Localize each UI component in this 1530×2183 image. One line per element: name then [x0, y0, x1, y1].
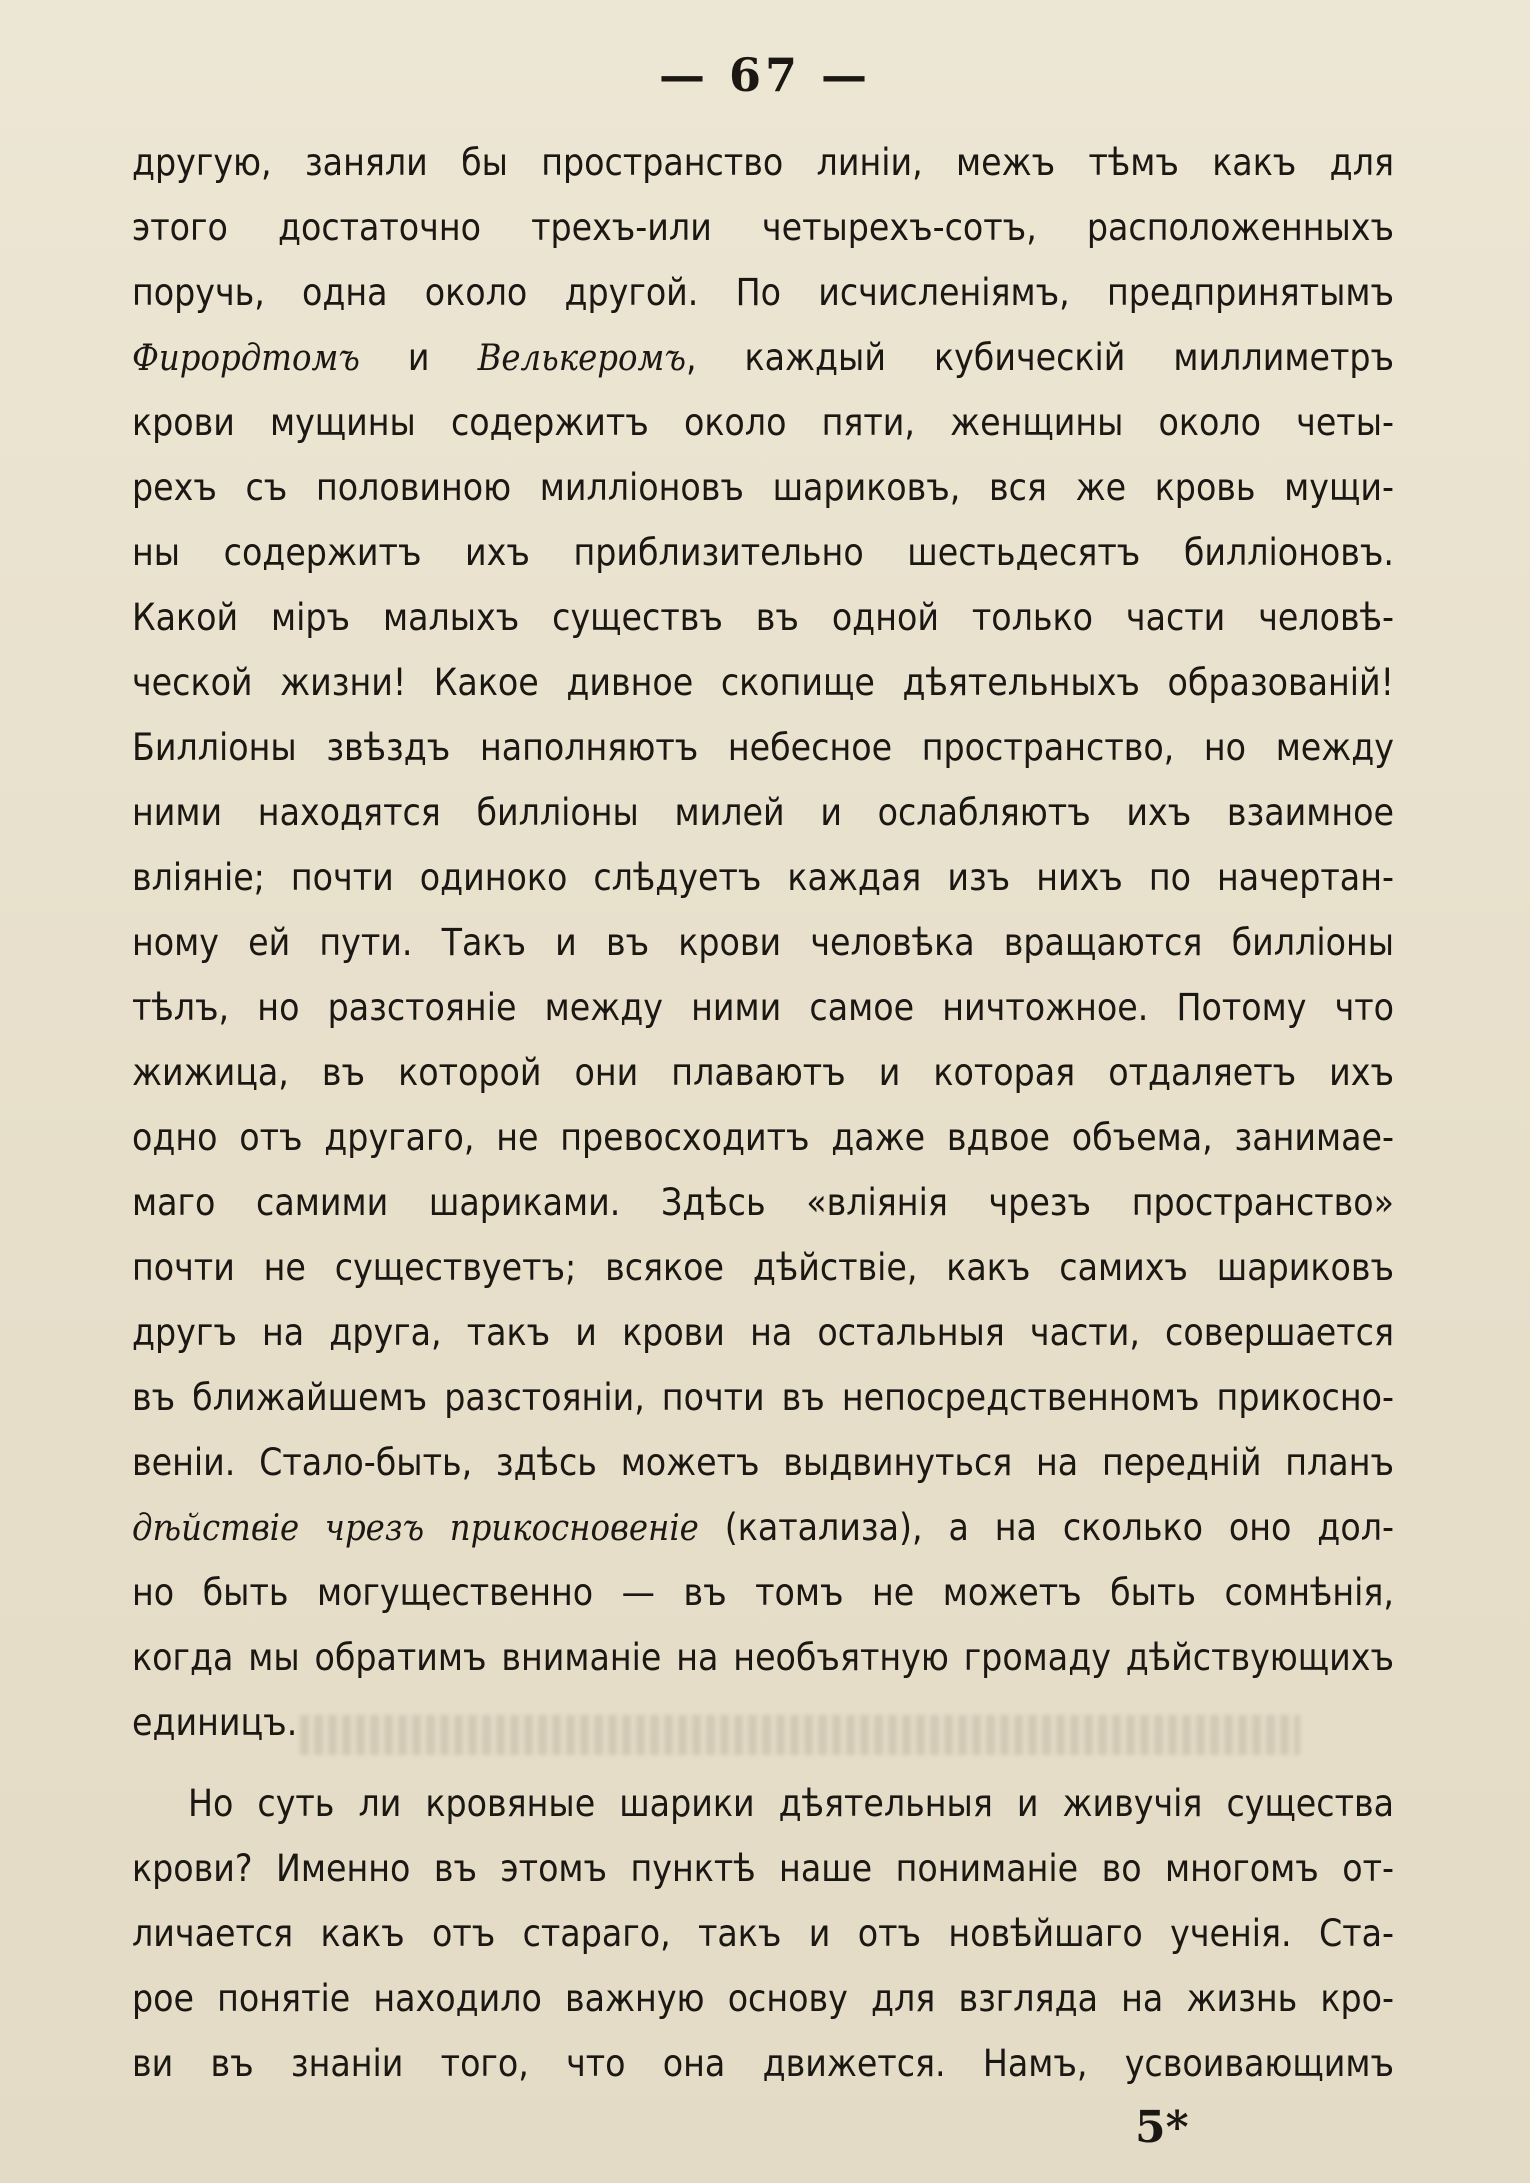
text-line: въ ближайшемъ разстояніи, почти въ непосредственномъ прикосно-: [132, 1376, 1394, 1419]
text-line: вліяніе; почти одиноко слѣдуетъ каждая изъ нихъ по начертан-: [132, 856, 1394, 899]
signature-mark: 5*: [1135, 2102, 1189, 2153]
text-line: жижица, въ которой они плаваютъ и которая отдаляетъ ихъ: [132, 1051, 1394, 1094]
text-line: поручь, одна около другой. По исчисленіямъ, предпринятымъ: [132, 271, 1394, 314]
text-line: крови мущины содержитъ около пяти, женщины около четы-: [132, 401, 1394, 444]
italic-name: Фирордтомъ: [132, 338, 360, 379]
italic-term: дѣйствіе чрезъ прикосновеніе: [132, 1508, 699, 1549]
text-line: Какой міръ малыхъ существъ въ одной только части человѣ-: [132, 596, 1394, 639]
text-line: Билліоны звѣздъ наполняютъ небесное пространство, но между: [132, 726, 1394, 769]
text-line: когда мы обратимъ вниманіе на необъятную громаду дѣйствующихъ: [132, 1636, 1394, 1679]
text-line: другую, заняли бы пространство линіи, межъ тѣмъ какъ для: [132, 141, 1394, 184]
text-line: но быть могущественно — въ томъ не можетъ быть сомнѣнія,: [132, 1571, 1394, 1614]
page-number: — 67 —: [658, 48, 872, 102]
text-line: личается какъ отъ стараго, такъ и отъ новѣйшаго ученія. Ста-: [132, 1912, 1394, 1955]
text-fragment: , каждый кубическій миллиметръ: [685, 336, 1394, 379]
text-line: веніи. Стало-быть, здѣсь можетъ выдвинуться на передній планъ: [132, 1441, 1394, 1484]
text-line: [132, 1495, 1394, 1560]
text-line: тѣлъ, но разстояніе между ними самое ничтожное. Потому что: [132, 986, 1394, 1029]
text-line: ними находятся билліоны милей и ослабляютъ ихъ взаимное: [132, 791, 1394, 834]
text-line: ны содержитъ ихъ приблизительно шестьдесятъ билліоновъ.: [132, 531, 1394, 574]
text-line: Но суть ли кровяные шарики дѣятельныя и живучія существа: [188, 1782, 1394, 1825]
text-line: этого достаточно трехъ-или четырехъ-сотъ, расположенныхъ: [132, 206, 1394, 249]
text-line: единицъ.: [132, 1701, 298, 1744]
text-line: [132, 325, 1394, 390]
text-line: рехъ съ половиною милліоновъ шариковъ, вся же кровь мущи-: [132, 466, 1394, 509]
text-line: ви въ знаніи того, что она движется. Намъ, усвоивающимъ: [132, 2042, 1394, 2085]
text-line: крови? Именно въ этомъ пунктѣ наше пониманіе во многомъ от-: [132, 1847, 1394, 1890]
body-text: [132, 130, 1394, 2096]
text-fragment: и: [359, 336, 478, 379]
text-line: рое понятіе находило важную основу для взгляда на жизнь кро-: [132, 1977, 1394, 2020]
text-line: маго самими шариками. Здѣсь «вліянія чрезъ пространство»: [132, 1181, 1394, 1224]
text-line: одно отъ другаго, не превосходитъ даже вдвое объема, занимае-: [132, 1116, 1394, 1159]
italic-name: Велькеромъ: [477, 338, 686, 379]
text-line: ческой жизни! Какое дивное скопище дѣятельныхъ образованій!: [132, 661, 1394, 704]
text-line: почти не существуетъ; всякое дѣйствіе, какъ самихъ шариковъ: [132, 1246, 1394, 1289]
text-fragment: (катализа), а на сколько оно дол-: [698, 1506, 1394, 1549]
text-line: ному ей пути. Такъ и въ крови человѣка вращаются билліоны: [132, 921, 1394, 964]
text-line: другъ на друга, такъ и крови на остальныя части, совершается: [132, 1311, 1394, 1354]
